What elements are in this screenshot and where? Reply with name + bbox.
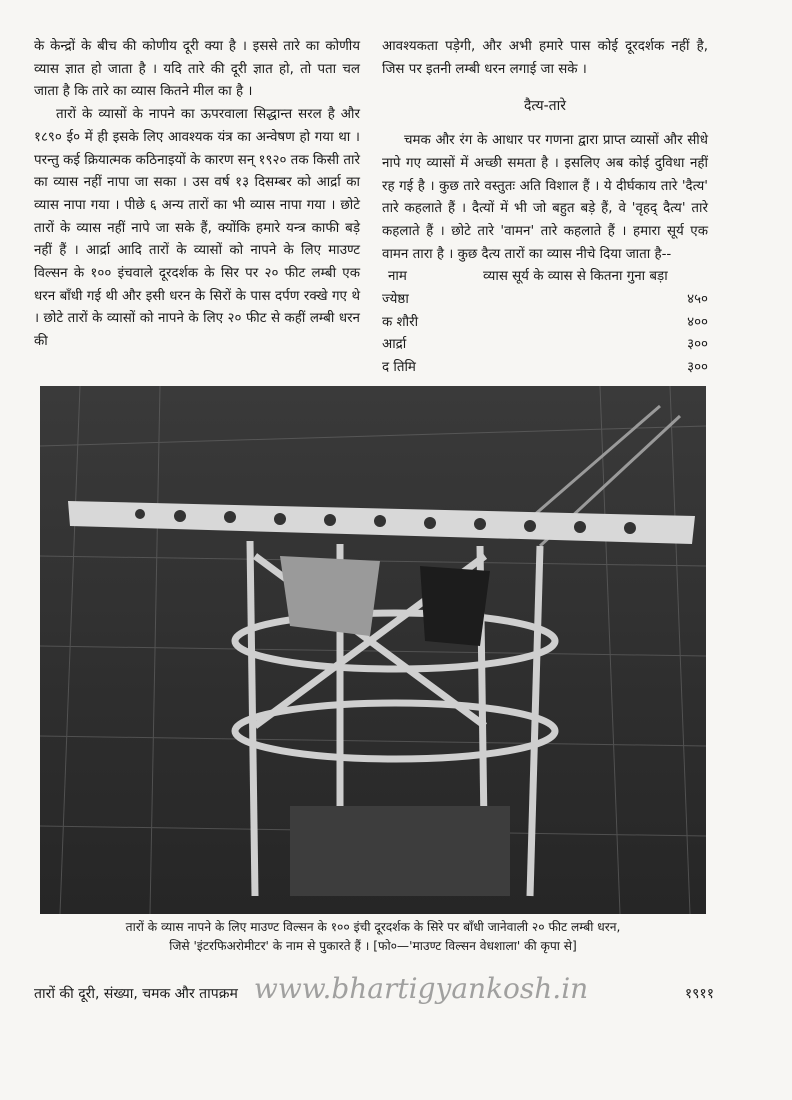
page-number: १९११ xyxy=(684,985,714,1002)
star-value: ३०० xyxy=(687,360,708,376)
telescope-interferometer-photo xyxy=(40,386,706,914)
watermark: www.bhartigyankosh.in xyxy=(253,971,589,1005)
table-header xyxy=(382,266,708,289)
left-column xyxy=(34,36,360,354)
figure-caption xyxy=(40,918,706,956)
star-name: ज्येष्ठा xyxy=(382,292,409,308)
paragraph: के केन्द्रों के बीच की कोणीय दूरी क्या है । इससे तारे का कोणीय व्यास ज्ञात हो जाता है । यदि तारे की दूरी ज्ञात हो, तो पता चल जाता है कि तारे का व्यास कितने मील का है । xyxy=(34,39,360,100)
section-heading: दैत्य-तारे xyxy=(524,98,566,115)
running-title: तारों की दूरी, संख्या, चमक और तापक्रम xyxy=(34,985,238,1002)
star-name: क शौरी xyxy=(382,314,419,330)
giant-stars-table xyxy=(382,266,708,380)
page-footer xyxy=(34,972,714,1005)
table-row xyxy=(382,334,708,357)
text-columns xyxy=(34,36,708,380)
paragraph: चमक और रंग के आधार पर गणना द्वारा प्राप्त व्यासों और सीधे नापे गए व्यासों में अच्छी समता है । इसलिए अब कोई दुविधा नहीं रह गई है । कुछ तारे वस्तुतः अति विशाल हैं । ये दीर्घकाय तारे 'दैत्य' तारे कहलाते हैं । दैत्यों में भी जो बहुत बड़े हैं, वे 'वृहद् दैत्य' तारे कहलाते हैं । छोटे तारे 'वामन' तारे कहलाते हैं । हमारा सूर्य एक वामन तारा है । कुछ दैत्य तारों का व्यास नीचे दिया जाता है-- xyxy=(382,133,708,262)
star-value: ३०० xyxy=(687,337,708,353)
caption-line: तारों के व्यास नापने के लिए माउण्ट विल्सन के १०० इंची दूरदर्शक के सिरे पर बाँधी जानेवाली २० फीट लम्बी धरन, xyxy=(125,919,621,934)
star-value: ४५० xyxy=(687,292,708,308)
header-name: नाम xyxy=(388,269,407,285)
star-value: ४०० xyxy=(687,314,708,330)
table-row xyxy=(382,312,708,335)
table-row xyxy=(382,357,708,380)
paragraph: तारों के व्यासों के नापने का ऊपरवाला सिद्धान्त सरल है और १८९० ई० में ही इसके लिए आवश्यक यंत्र का अन्वेषण हो गया था । परन्तु कई क्रियात्मक कठिनाइयों के कारण सन् १९२० तक किसी तारे का व्यास नहीं नापा जा सका । उस वर्ष १३ दिसम्बर को आर्द्रा का व्यास नापा गया । पीछे ६ अन्य तारों का भी व्यास नापा गया । छोटे तारों के व्यास नहीं नापे जा सके हैं, क्योंकि हमारे यन्त्र काफी बड़े नहीं हैं । आर्द्रा आदि तारों के व्यासों को नापने के लिए माउण्ट विल्सन के १०० इंचवाले दूरदर्शक के सिर पर २० फीट लम्बी एक धरन बाँधी गई थी और इसी धरन के सिरों के पास दर्पण रक्खे गए थे । छोटे तारों के व्यासों को नापने के लिए २० फीट से कहीं लम्बी धरन की xyxy=(34,107,360,350)
star-name: आर्द्रा xyxy=(382,337,407,353)
caption-line: जिसे 'इंटरफिअरोमीटर' के नाम से पुकारते हैं । [फो०—'माउण्ट विल्सन वेधशाला' की कृपा से] xyxy=(169,938,577,953)
table-row xyxy=(382,289,708,312)
right-column xyxy=(382,36,708,380)
paragraph: आवश्यकता पड़ेगी, और अभी हमारे पास कोई दूरदर्शक नहीं है, जिस पर इतनी लम्बी धरन लगाई जा सके । xyxy=(382,39,708,77)
star-name: द तिमि xyxy=(382,360,416,376)
header-diameter: व्यास सूर्य के व्यास से कितना गुना बड़ा xyxy=(483,269,668,285)
